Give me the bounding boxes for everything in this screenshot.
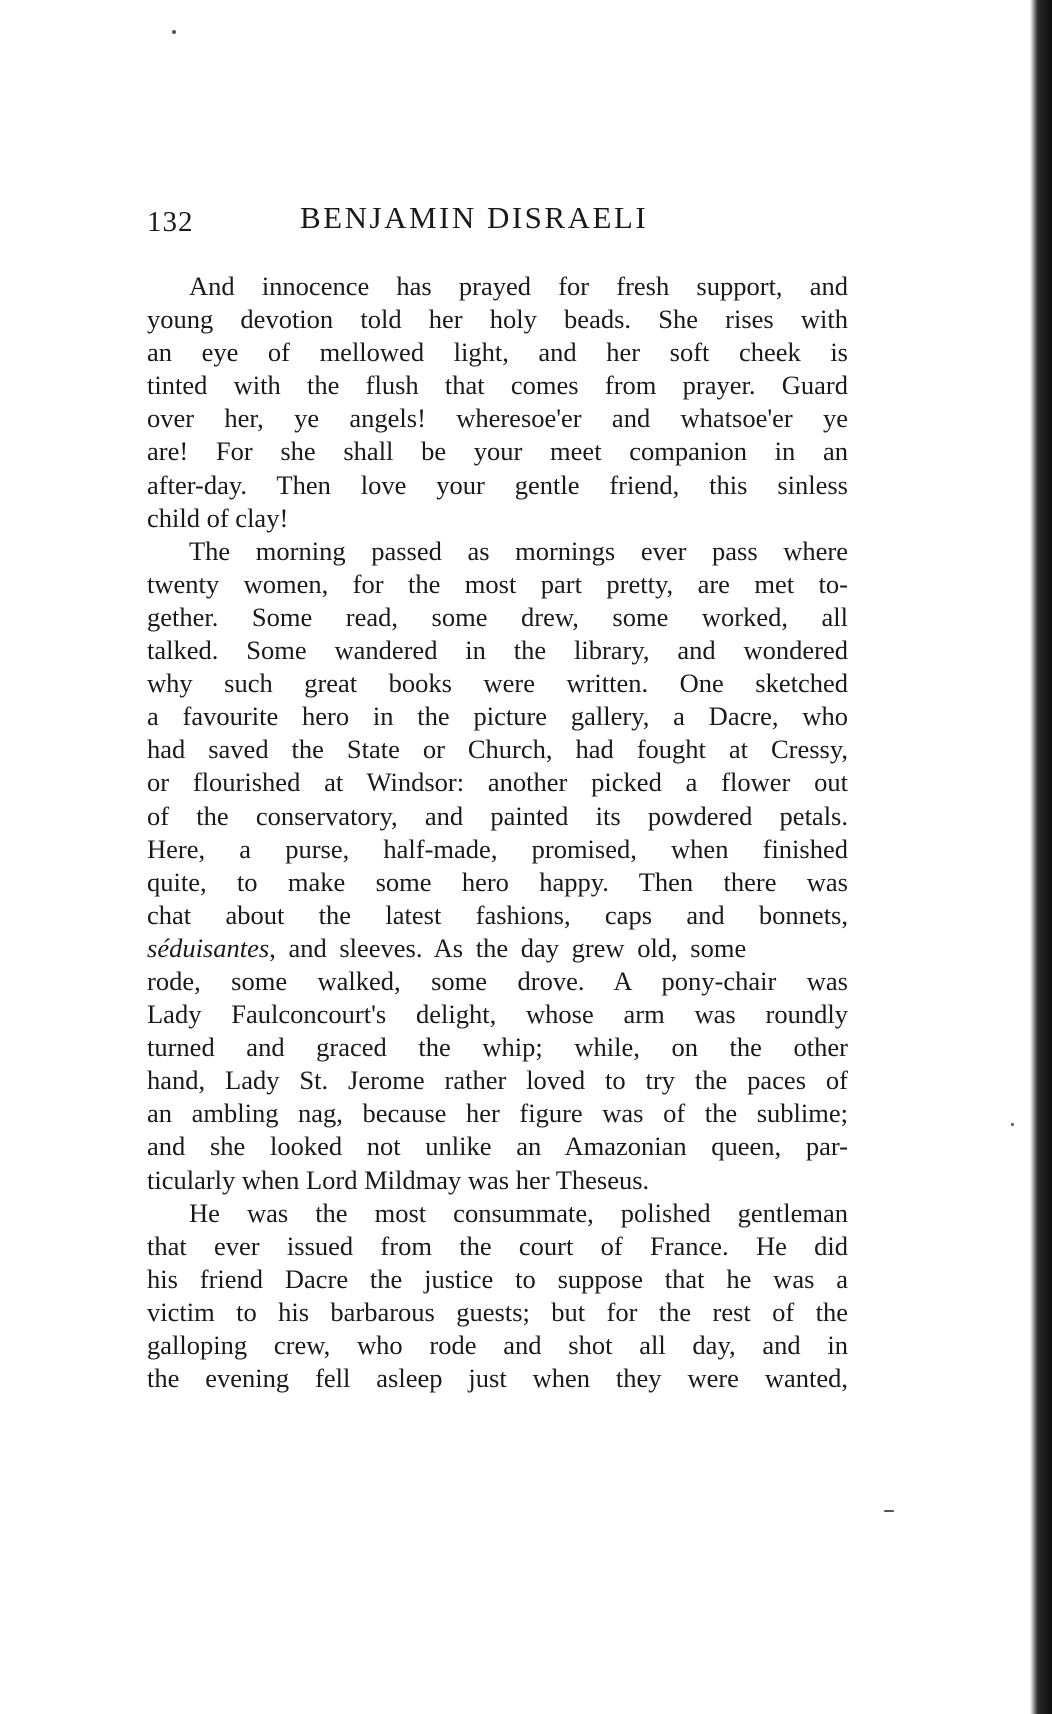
text-line: and she looked not unlike an Amazonian queen, par- <box>147 1131 848 1162</box>
page-binding-shadow <box>1030 0 1052 1714</box>
text-line: galloping crew, who rode and shot all day, and in <box>147 1330 848 1360</box>
text-line: chat about the latest fashions, caps and bonnets, <box>147 899 848 930</box>
text-line: hand, Lady St. Jerome rather loved to try the paces of <box>147 1065 848 1096</box>
text-line: had saved the State or Church, had fought at Cressy, <box>147 734 848 765</box>
text-line: why such great books were written. One sketched <box>147 668 848 699</box>
text-line: a favourite hero in the picture gallery, a Dacre, who <box>147 701 848 732</box>
text-line: an eye of mellowed light, and her soft cheek is <box>147 337 848 368</box>
text-line: tinted with the flush that comes from prayer. Guard <box>147 370 848 401</box>
text-line: ticularly when Lord Mildmay was her Theseus. <box>147 1164 650 1195</box>
text-line <box>147 932 848 965</box>
text-line: of the conservatory, and painted its powdered petals. <box>147 800 848 831</box>
page-number: 132 <box>147 206 194 238</box>
italic-word: séduisantes <box>147 932 270 963</box>
text-line: rode, some walked, some drove. A pony-chair was <box>147 965 848 996</box>
text-line: child of clay! <box>147 502 289 533</box>
text-line: are! For she shall be your meet companion in an <box>147 436 848 467</box>
text-line: gether. Some read, some drew, some worked, all <box>147 601 848 632</box>
text-line: victim to his barbarous guests; but for the rest of the <box>147 1296 848 1327</box>
text-line: his friend Dacre the justice to suppose that he was a <box>147 1263 848 1294</box>
text-line: that ever issued from the court of France. He did <box>147 1230 848 1261</box>
page-header <box>147 200 847 250</box>
text-line: And innocence has prayed for fresh support, and <box>189 271 848 301</box>
text-line: young devotion told her holy beads. She rises with <box>147 304 848 335</box>
text-line: or flourished at Windsor: another picked a flower out <box>147 767 848 798</box>
text-line: the evening fell asleep just when they were wanted, <box>147 1363 848 1394</box>
body-text <box>147 270 848 1395</box>
text-line-rest: , and sleeves. As the day grew old, some <box>269 932 747 963</box>
print-speck <box>172 30 176 34</box>
running-title: BENJAMIN DISRAELI <box>300 200 649 235</box>
text-line: over her, ye angels! wheresoe'er and whatsoe'er ye <box>147 403 848 434</box>
text-line: after-day. Then love your gentle friend, this sinless <box>147 469 848 500</box>
print-speck <box>1011 1123 1014 1126</box>
text-line: twenty women, for the most part pretty, are met to- <box>147 568 848 599</box>
text-line: Here, a purse, half-made, promised, when finished <box>147 833 848 864</box>
text-line: Lady Faulconcourt's delight, whose arm was roundly <box>147 999 848 1030</box>
text-line: He was the most consummate, polished gentleman <box>189 1197 848 1228</box>
text-line: turned and graced the whip; while, on the other <box>147 1032 848 1063</box>
text-line: The morning passed as mornings ever pass where <box>189 535 848 566</box>
text-line: an ambling nag, because her figure was of the sublime; <box>147 1098 848 1129</box>
print-speck <box>884 1510 894 1512</box>
text-line: quite, to make some hero happy. Then there was <box>147 866 848 897</box>
text-line: talked. Some wandered in the library, and wondered <box>147 635 848 666</box>
